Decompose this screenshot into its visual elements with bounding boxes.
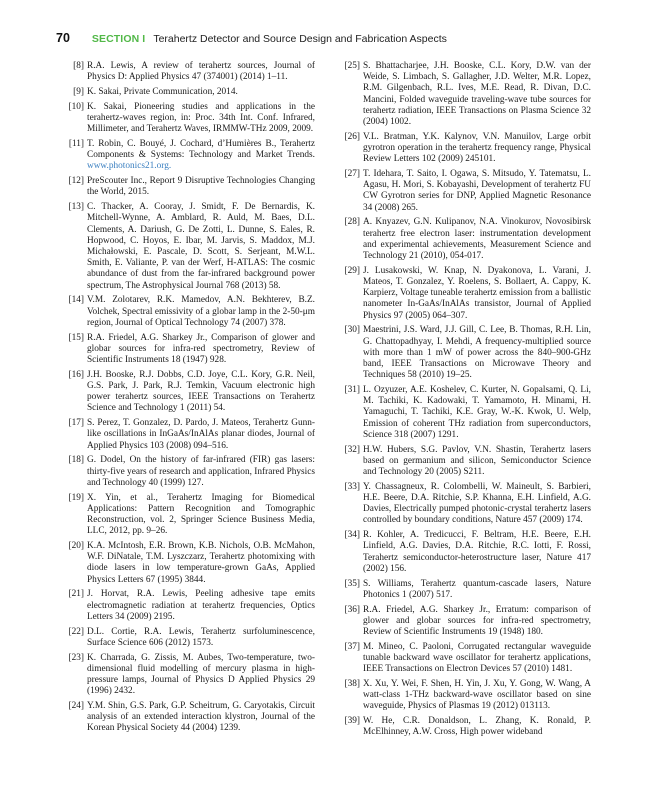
reference-number: [39] [344,716,360,727]
reference-item [63,202,315,292]
reference-number: [36] [344,604,360,615]
reference-text: K. Charrada, G. Zissis, M. Aubes, Two-temperature, two-dimensional fluid modelling of mercury plasma in high-pressure lamps, Journal of Physics D Applied Physics 29 (1996) 2432. [87,652,315,697]
reference-item [339,325,591,381]
reference-item [339,716,591,738]
reference-item [63,627,315,649]
reference-item [63,493,315,538]
reference-number: [30] [344,325,360,336]
reference-item [339,217,591,262]
reference-number: [19] [68,492,84,503]
reference-text: V.L. Bratman, Y.K. Kalynov, V.N. Manuilov, Large orbit gyrotron operation in the terahertz frequency range, Physical Review Letters 102 (2009) 245101. [363,131,591,165]
reference-text: J. Horvat, R.A. Lewis, Peeling adhesive tape emits electromagnetic radiation at terahertz frequencies, Optics Letters 34 (2009) 2195. [87,589,315,622]
reference-text: G. Dodel, On the history of far-infrared (FIR) gas lasers: thirty-five years of research and application, Infrared Physics and Technology 40 (1999) 127. [87,455,315,488]
reference-item [63,701,315,735]
reference-item [63,139,315,173]
reference-text: K. Sakai, Pioneering studies and applications in the terahertz-waves region, in: Proc. 34th Int. Conf. Infrared, Millimeter, and Terahertz Waves, IRMMW-THz 2009, 2009. [87,101,315,135]
reference-item [339,169,591,214]
reference-item [63,295,315,329]
reference-number: [35] [344,578,360,589]
reference-text: M. Mineo, C. Paoloni, Corrugated rectangular waveguide tunable backward wave oscillator for terahertz applications, IEEE Transactions on Electron Devices 57 (2010) 1481. [363,641,591,675]
page-number: 70 [56,31,70,45]
reference-number: [9] [73,87,84,97]
reference-text: A. Knyazev, G.N. Kulipanov, N.A. Vinokurov, Novosibirsk terahertz free electron laser: instrumentation development and experimental achievements, Measurement Science and Technology 21 (2010), 054-017. [363,217,591,262]
reference-number: [38] [344,679,360,690]
reference-text: D.L. Cortie, R.A. Lewis, Terahertz surfoluminescence, Surface Science 606 (2012) 1573. [87,626,315,648]
reference-text: S. Bhattacharjee, J.H. Booske, C.L. Kory, D.W. van der Weide, S. Limbach, S. Gallagher, J.D. Welter, M.R. Lopez, R.M. Gilgenbach, R.L. Ives, M.E. Read, R. Divan, D.C. Mancini, Folded waveguide traveling-wave tube sources for terahertz radiation, IEEE Transactions on Plasma Science 32 (2004) 1002. [363,61,591,128]
reference-text: Y.M. Shin, G.S. Park, G.P. Scheitrum, G. Caryotakis, Circuit analysis of an extended interaction klystron, Journal of the Korean Physical Society 44 (2004) 1239. [87,701,315,734]
reference-number: [14] [68,295,84,306]
reference-text: W. He, C.R. Donaldson, L. Zhang, K. Ronald, P. McElhinney, A.W. Cross, High power wideband [363,716,591,738]
reference-number: [16] [68,369,84,380]
reference-number: [24] [68,701,84,712]
reference-text: R.A. Friedel, A.G. Sharkey Jr., Comparison of glower and globar sources for infra-red spectrometry, Review of Scientific Instruments 18 (1947) 928. [87,332,315,366]
reference-text: Maestrini, J.S. Ward, J.J. Gill, C. Lee, B. Thomas, R.H. Lin, G. Chattopadhyay, I. Mehdi, A frequency-multiplied source with more than 1 mW of power across the 840–900-GHz band, IEEE Transactions on Microwave Theory and Techniques 58 (2010) 19–25. [363,325,591,381]
reference-text: R. Kohler, A. Tredicucci, F. Beltram, H.E. Beere, E.H. Linfield, A.G. Davies, D.A. Ritchie, R.C. Iotti, F. Rossi, Terahertz semiconductor-heterostructure laser, Nature 417 (2002) 156. [363,530,591,574]
reference-text: X. Xu, Y. Wei, F. Shen, H. Yin, J. Xu, Y. Gong, W. Wang, A watt-class 1-THz backward-wave oscillator based on sine waveguide, Physics of Plasmas 19 (2012) 013113. [363,679,591,712]
reference-number: [28] [344,217,360,228]
reference-number: [26] [344,131,360,142]
reference-item [63,455,315,489]
reference-item [339,132,591,166]
reference-number: [21] [68,589,84,600]
reference-item [339,642,591,676]
reference-number: [31] [344,385,360,396]
reference-text: C. Thacker, A. Cooray, J. Smidt, F. De Bernardis, K. Mitchell-Wynne, A. Amblard, R. Auld, M. Baes, D.L. Clements, A. Dariush, G. De Zotti, L. Dunne, S. Eales, R. Hopwood, C. Hoyos, E. Ibar, M. Jarvis, S. Maddox, M.J. Michałowski, E. Pascale, D. Scott, S. Serjeant, M.W.L. Smith, E. Valiante, P. van der Werf, H-ATLAS: The cosmic abundance of dust from the far-infrared background power spectrum, The Astrophysical Journal 768 (2013) 58. [87,202,315,291]
reference-text: Y. Chassagneux, R. Colombelli, W. Maineult, S. Barbieri, H.E. Beere, D.A. Ritchie, S.P. Khanna, E.H. Linfield, A.G. Davies, Electrically pumped photonic-crystal terahertz lasers controlled by boundary conditions, Nature 457 (2009) 174. [363,481,591,526]
reference-link[interactable]: www.photonics21.org. [87,161,172,172]
reference-item [63,333,315,367]
section-label: SECTION I [91,33,146,45]
reference-text: X. Yin, et al., Terahertz Imaging for Biomedical Applications: Pattern Recognition and Tomographic Reconstruction, vol. 2, Springer Science Business Media, LLC, 2012, pp. 9–26. [87,492,315,537]
references-column-left [63,61,315,738]
reference-number: [27] [344,169,360,180]
reference-text: J.H. Booske, R.J. Dobbs, C.D. Joye, C.L. Kory, G.R. Neil, G.S. Park, J. Park, R.J. Temkin, Vacuum electronic high power terahertz sources, IEEE Transactions on Terahertz Science and Technology 1 (2011) 54. [87,369,315,414]
reference-item [339,679,591,713]
reference-number: [20] [68,541,84,552]
reference-number: [23] [68,652,84,663]
reference-text: H.W. Hubers, S.G. Pavlov, V.N. Shastin, Terahertz lasers based on germanium and silicon, Semiconductor Science and Technology 20 (2005) S211. [363,444,591,478]
reference-number: [15] [68,332,84,343]
reference-item [339,579,591,601]
reference-item [63,541,315,586]
reference-text: R.A. Lewis, A review of terahertz sources, Journal of Physics D: Applied Physics 47 (374001) (2014) 1–11. [87,61,315,83]
reference-text: PreScouter Inc., Report 9 Disruptive Technologies Changing the World, 2015. [87,176,315,198]
reference-number: [33] [344,481,360,492]
references-column-right [339,61,591,742]
chapter-title: Terahertz Detector and Source Design and Fabrication Aspects [153,33,447,45]
running-header [56,31,447,47]
reference-item [339,266,591,322]
reference-number: [8] [73,61,84,71]
reference-text: S. Perez, T. Gonzalez, D. Pardo, J. Mateos, Terahertz Gunn-like oscillations in InGaAs/InAlAs planar diodes, Journal of Applied Physics 103 (2008) 094–516. [87,418,315,451]
reference-item [339,530,591,575]
reference-text: L. Ozyuzer, A.E. Koshelev, C. Kurter, N. Gopalsami, Q. Li, M. Tachiki, K. Kadowaki, T. Yamamoto, H. Minami, H. Yamaguchi, T. Tachiki, K.E. Gray, W.-K. Kwok, U. Welp, Emission of coherent THz radiation from superconductors, Science 318 (2007) 1291. [363,385,591,440]
reference-number: [18] [68,455,84,466]
reference-item [339,61,591,128]
reference-text: T. Idehara, T. Saito, I. Ogawa, S. Mitsudo, Y. Tatematsu, L. Agasu, H. Mori, S. Kobayashi, Development of terahertz FU CW Gyrotron series for DNP, Applied Magnetic Resonance 34 (2008) 265. [363,169,591,213]
reference-number: [32] [344,444,360,455]
reference-item [63,418,315,452]
reference-number: [37] [344,641,360,652]
reference-text: S. Williams, Terahertz quantum-cascade lasers, Nature Photonics 1 (2007) 517. [363,578,591,600]
reference-number: [11] [68,139,84,149]
reference-item [63,370,315,415]
reference-item [63,176,315,198]
reference-item [339,445,591,479]
reference-item [63,102,315,136]
reference-text: K.A. McIntosh, E.R. Brown, K.B. Nichols, O.B. McMahon, W.F. DiNatale, T.M. Lyszczarz, Terahertz photomixing with diode lasers in low temperature-grown GaAs, Applied Physics Letters 67 (1995) 3844. [87,541,315,585]
reference-text: R.A. Friedel, A.G. Sharkey Jr., Erratum: comparison of glower and globar sources for infra-red spectrometry, Review of Scientific Instruments 19 (1948) 180. [363,604,591,638]
reference-number: [12] [68,176,84,187]
reference-number: [13] [68,202,84,213]
reference-item [339,605,591,639]
reference-text: T. Robin, C. Bouyé, J. Cochard, d’Humières B., Terahertz Components & Systems: Technology and Market Trends. [87,139,315,161]
reference-number: [29] [344,265,360,276]
reference-text: J. Lusakowski, W. Knap, N. Dyakonova, L. Varani, J. Mateos, T. Gonzalez, Y. Roelens, S. Bollaert, A. Cappy, K. Karpierz, Voltage tuneable terahertz emission from a ballistic nanometer In-GaAs/InAlAs transistor, Journal of Applied Physics 97 (2005) 064–307. [363,265,591,321]
reference-item [63,61,315,83]
reference-number: [17] [68,418,84,429]
reference-number: [25] [344,61,360,71]
reference-number: [22] [68,626,84,637]
reference-item [339,385,591,441]
reference-number: [10] [68,101,84,112]
reference-number: [34] [344,530,360,541]
reference-item [63,87,315,98]
reference-text: K. Sakai, Private Communication, 2014. [87,87,238,97]
reference-text: V.M. Zolotarev, R.K. Mamedov, A.N. Bekhterev, B.Z. Volchek, Spectral emissivity of a globar lamp in the 2-50-μm region, Journal of Optical Technology 74 (2007) 378. [87,295,315,328]
reference-item [63,589,315,623]
reference-item [63,653,315,698]
reference-item [339,482,591,527]
